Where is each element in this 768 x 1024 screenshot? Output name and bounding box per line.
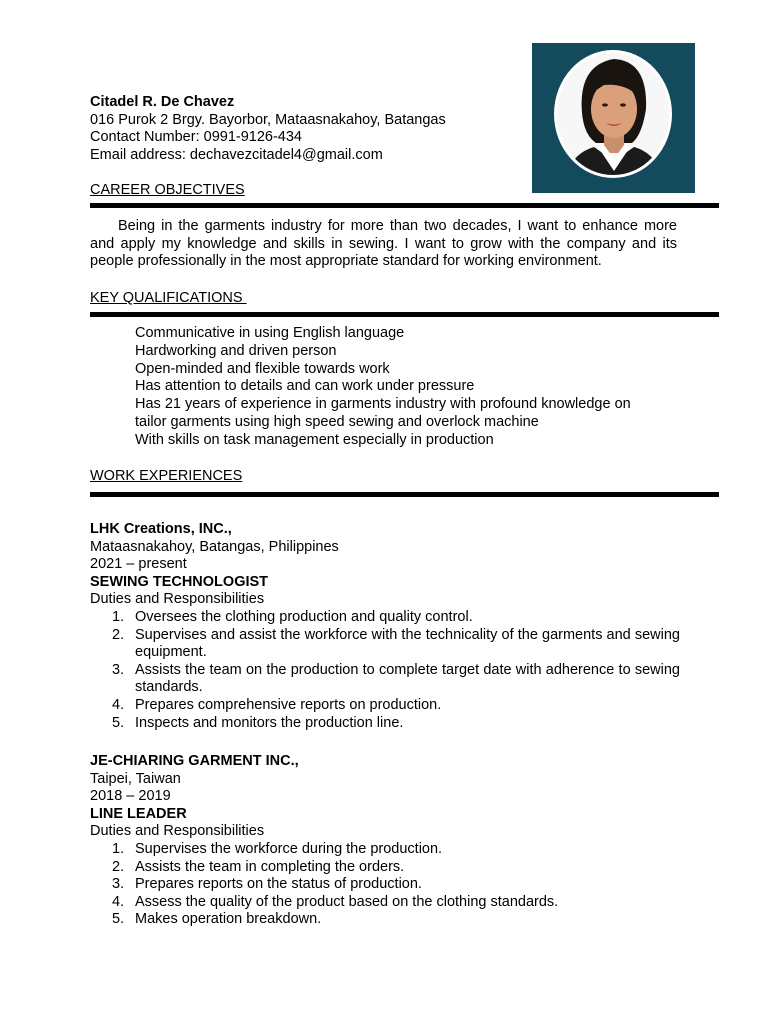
profile-photo-image	[532, 43, 695, 193]
duties-list	[90, 609, 680, 732]
qualification-item: Open-minded and flexible towards work	[135, 360, 390, 377]
duty-item: 2. Assists the team in completing the orders.	[112, 858, 405, 875]
profile-photo	[532, 43, 695, 193]
section-divider	[90, 203, 719, 208]
duty-item: 4. Prepares comprehensive reports on production.	[112, 696, 442, 713]
career-objectives-text: Being in the garments industry for more than two decades, I want to enhance more and apply my knowledge and skills in sewing. I want to grow with the company and its people professionally in the most appropriate standard for working environment.	[90, 218, 677, 270]
qualification-item: With skills on task management especially in production	[135, 431, 494, 448]
company-name: LHK Creations, INC.,	[90, 521, 232, 537]
employment-dates: 2018 – 2019	[90, 788, 171, 805]
key-qualifications-title: KEY QUALIFICATIONS	[90, 290, 247, 306]
email-address: Email address: dechavezcitadel4@gmail.com	[90, 146, 383, 163]
qualification-item: Communicative in using English language	[135, 325, 405, 341]
duty-item: 5. Inspects and monitors the production line.	[112, 714, 404, 731]
contact-header	[90, 94, 520, 164]
duty-item: 4. Assess the quality of the product based on the clothing standards.	[112, 893, 559, 910]
duty-item: 2. Supervises and assist the workforce with the technicality of the garments and sewing equipment.	[112, 626, 680, 661]
qualification-item: Has 21 years of experience in garments industry with profound knowledge on	[135, 396, 631, 413]
position-title: LINE LEADER	[90, 805, 187, 822]
employment-dates: 2021 – present	[90, 556, 187, 573]
qualification-item: Hardworking and driven person	[135, 342, 337, 359]
job-entry	[90, 753, 680, 929]
duty-item: 3. Prepares reports on the status of production.	[112, 876, 422, 893]
section-divider	[90, 312, 719, 317]
qualifications-list	[135, 325, 695, 450]
address: 016 Purok 2 Brgy. Bayorbor, Mataasnakahoy, Batangas	[90, 111, 446, 128]
career-objectives-title: CAREER OBJECTIVES	[90, 182, 245, 198]
duty-item: 3. Assists the team on the production to complete target date with adherence to sewing standards.	[112, 661, 680, 696]
company-name: JE-CHIARING GARMENT INC.,	[90, 753, 299, 769]
duty-item: 1. Oversees the clothing production and quality control.	[112, 608, 473, 625]
applicant-name: Citadel R. De Chavez	[90, 94, 235, 110]
qualification-item: Has attention to details and can work under pressure	[135, 378, 475, 395]
company-location: Mataasnakahoy, Batangas, Philippines	[90, 538, 339, 555]
work-experiences-title: WORK EXPERIENCES	[90, 468, 243, 484]
duties-label: Duties and Responsibilities	[90, 591, 265, 608]
position-title: SEWING TECHNOLOGIST	[90, 573, 269, 590]
duty-item: 5. Makes operation breakdown.	[112, 911, 322, 928]
job-entry	[90, 521, 680, 732]
duty-item: 1. Supervises the workforce during the production.	[112, 840, 443, 857]
company-location: Taipei, Taiwan	[90, 770, 181, 787]
duties-list	[90, 841, 680, 929]
contact-number: Contact Number: 0991-9126-434	[90, 129, 302, 146]
duties-label: Duties and Responsibilities	[90, 823, 265, 840]
qualification-item: tailor garments using high speed sewing and overlock machine	[135, 413, 539, 430]
section-divider	[90, 492, 719, 497]
